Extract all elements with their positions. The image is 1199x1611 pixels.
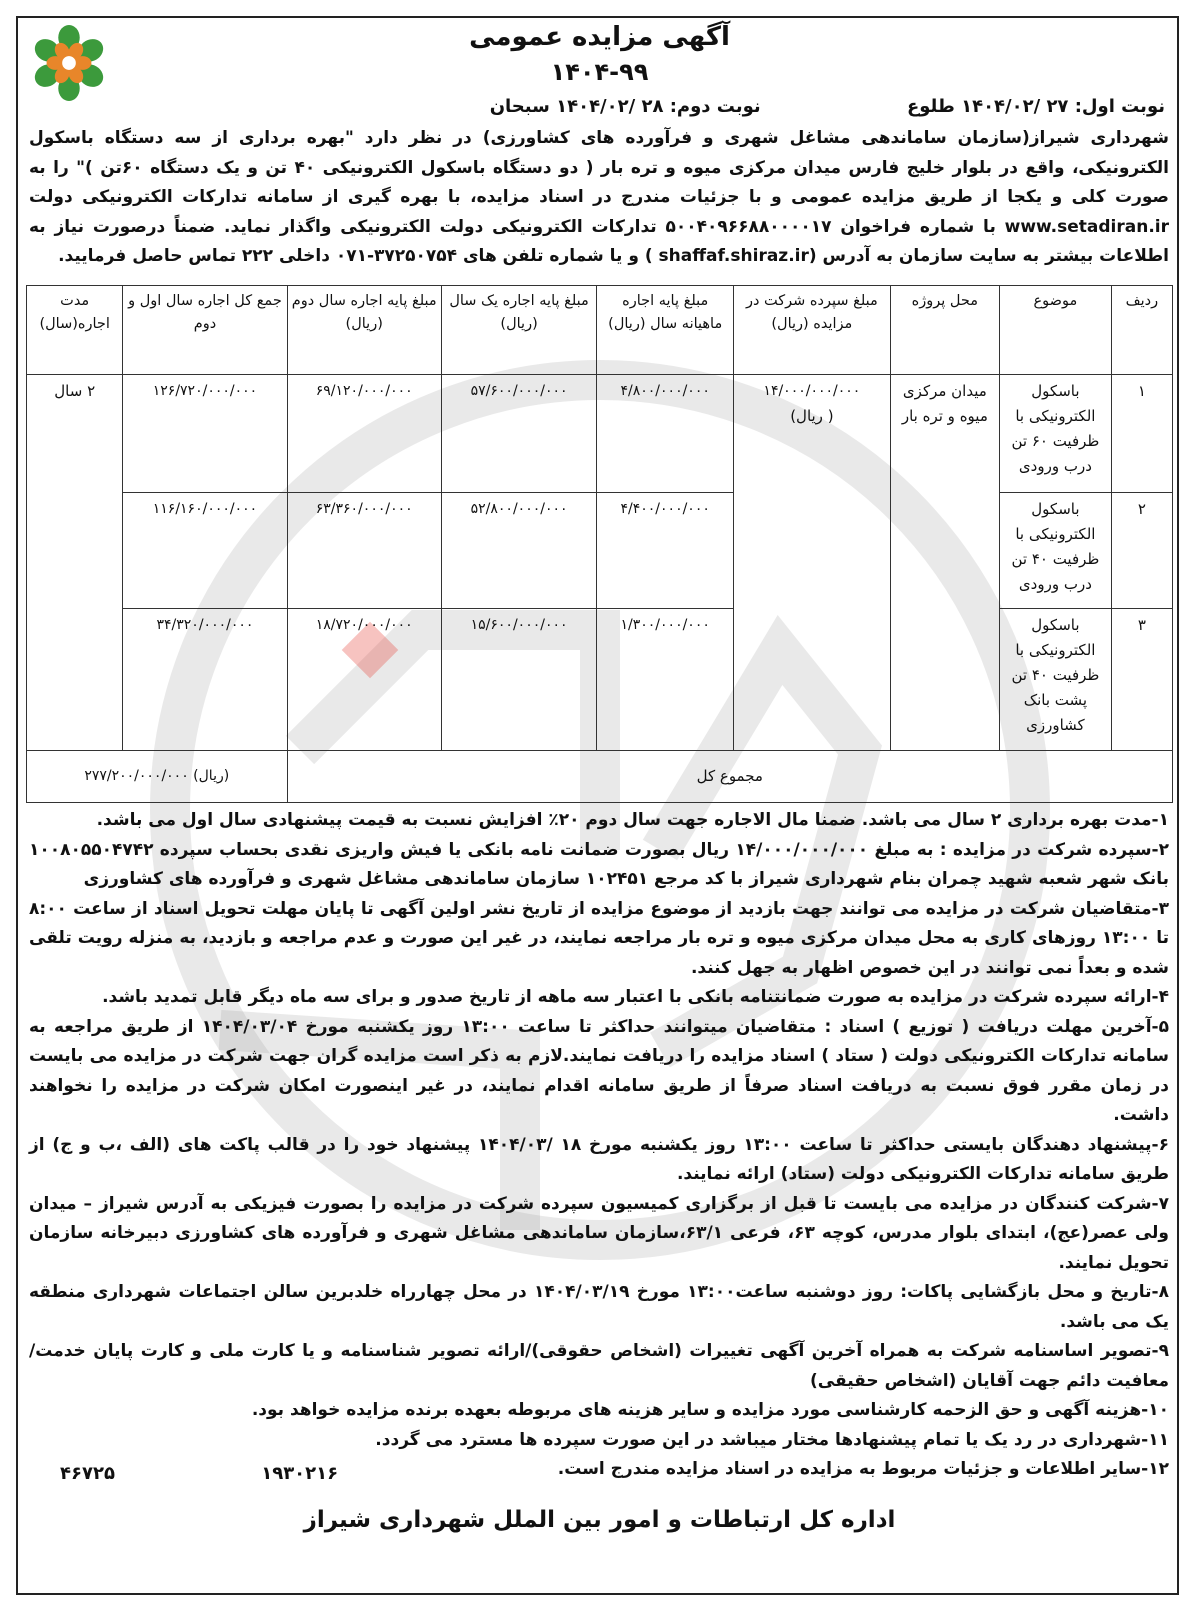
header-monthly: مبلغ پایه اجاره ماهیانه سال (ریال) — [597, 286, 734, 375]
term-item: ۷-شرکت کنندگان در مزایده می بایست تا قبل از برگزاری کمیسیون سپرده شرکت در مزایده را بصورت فیزیکی به آدرس شیراز – میدان ولی عصر(عج)، ابتدای بلوار مدرس، کوچه ۶۳، فرعی ۶۳/۱،سازمان ساماندهی مشاغل شهری و فرآورده های کشاورزی دبیرخانه سازمان تحویل نمایند. — [29, 1193, 1169, 1273]
row-index: ۲ — [1111, 493, 1172, 609]
row-subject: باسکول الکترونیکی با ظرفیت ۴۰ تن پشت بانک کشاورزی — [1000, 609, 1112, 751]
header-location: محل پروژه — [890, 286, 999, 375]
header-year2: مبلغ پایه اجاره سال دوم (ریال) — [287, 286, 441, 375]
row-year2: ۱۸/۷۲۰/۰۰۰/۰۰۰ — [287, 609, 441, 751]
intro-text: شهرداری شیراز(سازمان ساماندهی مشاغل شهری و فرآورده های کشاورزی) در نظر دارد "بهره برداری از سه دستگاه باسکول الکترونیکی، واقع در بلوار خلیج فارس میدان مرکزی میوه و تره بار ( دو دستگاه باسکول الکترونیکی ۴۰ تن و یک دستگاه ۶۰تن )" را به صورت کلی و یکجا از طریق مزایده عمومی و با جزئیات مندرج در اسناد مزایده، با بهره گیری از سامانه تدارکات الکترونیکی دولت www.setadiran.ir با شماره فراخوان ۵۰۰۴۰۹۶۶۸۸۰۰۰۰۱۷ تدارکات الکترونیکی دولت الکترونیکی واگذار نماید. ضمناً درصورت نیاز به اطلاعات بیشتر به سایت سازمان به آدرس (shaffaf.shiraz.ir ) و یا شماره تلفن های ۳۷۲۵۰۷۵۴-۰۷۱ داخلی ۲۲۲ تماس حاصل فرمایید. — [29, 128, 1170, 266]
table-row — [27, 609, 1173, 751]
row-duration: ۲ سال — [27, 375, 123, 751]
row-monthly: ۴/۸۰۰/۰۰۰/۰۰۰ — [597, 375, 734, 493]
term-item: ۱-مدت بهره برداری ۲ سال می باشد. ضمنا مال الاجاره جهت سال دوم ۲۰٪ افزایش نسبت به قیمت پیشنهادی سال اول می باشد. — [96, 810, 1169, 830]
row-monthly: ۴/۴۰۰/۰۰۰/۰۰۰ — [597, 493, 734, 609]
deposit-value: ۱۴/۰۰۰/۰۰۰/۰۰۰ — [763, 383, 861, 399]
row-year2: ۶۳/۳۶۰/۰۰۰/۰۰۰ — [287, 493, 441, 609]
term-item: ۵-آخرین مهلت دریافت ( توزیع ) اسناد : متقاضیان میتوانند حداکثر تا ساعت ۱۳:۰۰ روز یکشنبه مورخ ۱۴۰۴/۰۳/۰۴ از طریق مراجعه به سامانه تدارکات الکترونیکی دولت ( ستاد ) اسناد مزایده را دریافت نمایند.لازم به ذکر است مزایده گران جهت شرکت در مزایده می بایست در زمان مقرر فوق نسبت به دریافت اسناد صرفاً از طریق سامانه اقدام نمایند، در غیر اینصورت امکان شرکت در مزایده را نخواهند داشت. — [29, 1016, 1169, 1125]
terms-list — [29, 806, 1169, 1485]
row-location: میدان مرکزی میوه و تره بار — [890, 375, 999, 751]
issuer-footer: اداره کل ارتباطات و امور بین الملل شهرداری شیراز — [303, 1507, 896, 1533]
term-item: ۳-متقاضیان شرکت در مزایده می توانند جهت بازدید از موضوع مزایده از تاریخ نشر اولین آگهی تا پایان مهلت تحویل اسناد از ساعت ۸:۰۰ تا ۱۳:۰۰ روزهای کاری به محل میدان مرکزی میوه و تره بار مراجعه نمایند، در غیر این صورت و عدم مراجعه و بازدید، به منزله رویت تلقی شده و بعداً نمی توانند در این خصوص اظهار به جهل کنند. — [29, 898, 1169, 978]
first-notice: نوبت اول: ۲۷ /۱۴۰۴/۰۲ طلوع — [906, 96, 1165, 117]
notice-number: ۱۴۰۴-۹۹ — [550, 58, 649, 86]
reference-code-1: ۴۶۷۲۵ — [60, 1463, 115, 1484]
term-item: ۱۲-سایر اطلاعات و جزئیات مربوط به مزایده در اسناد مزایده مندرج است. — [557, 1459, 1169, 1479]
row-total: ۳۴/۳۲۰/۰۰۰/۰۰۰ — [123, 609, 287, 751]
table-row — [27, 375, 1173, 493]
second-notice: نوبت دوم: ۲۸ /۱۴۰۴/۰۲ سبحان — [489, 96, 761, 117]
deposit-unit: ( ریال) — [790, 407, 834, 425]
auction-table — [26, 285, 1173, 803]
sum-value: ۲۷۷/۲۰۰/۰۰۰/۰۰۰ (ریال) — [27, 751, 288, 803]
row-deposit — [734, 375, 891, 751]
table-header-row — [27, 286, 1173, 375]
row-subject: باسکول الکترونیکی با ظرفیت ۶۰ تن درب ورودی — [1000, 375, 1112, 493]
term-item: ۲-سپرده شرکت در مزایده : به مبلغ ۱۴/۰۰۰/۰۰۰/۰۰۰ ریال بصورت ضمانت نامه بانکی یا فیش واریزی نقدی بحساب سپرده ۱۰۰۸۰۵۵۰۴۷۴۲ بانک شهر شعبه شهید چمران بنام شهرداری شیراز با کد مرجع ۱۰۲۴۵۱ سازمان ساماندهی مشاغل شهری و فرآورده های کشاورزی — [29, 839, 1169, 889]
notice-dates — [225, 96, 1165, 117]
intro-paragraph — [29, 124, 1169, 272]
table-sum-row — [27, 751, 1173, 803]
row-year1: ۱۵/۶۰۰/۰۰۰/۰۰۰ — [441, 609, 596, 751]
header-year1: مبلغ پایه اجاره یک سال (ریال) — [441, 286, 596, 375]
term-item: ۱۱-شهرداری در رد یک یا تمام پیشنهادها مختار میباشد در این صورت سپرده ها مسترد می گردد. — [375, 1429, 1169, 1450]
reference-codes — [60, 1463, 400, 1484]
row-total: ۱۱۶/۱۶۰/۰۰۰/۰۰۰ — [123, 493, 287, 609]
term-item: ۶-پیشنهاد دهندگان بایستی حداکثر تا ساعت ۱۳:۰۰ روز یکشنبه مورخ ۱۸ /۱۴۰۴/۰۳ پیشنهاد خود را در قالب پاکت های (الف ،ب و ج) از طریق سامانه تدارکات الکترونیکی دولت (ستاد) ارائه نمایند. — [29, 1134, 1169, 1184]
row-index: ۳ — [1111, 609, 1172, 751]
table-row — [27, 493, 1173, 609]
row-monthly: ۱/۳۰۰/۰۰۰/۰۰۰ — [597, 609, 734, 751]
row-total: ۱۲۶/۷۲۰/۰۰۰/۰۰۰ — [123, 375, 287, 493]
header-deposit: مبلغ سپرده شرکت در مزایده (ریال) — [734, 286, 891, 375]
reference-code-2: ۱۹۳۰۲۱۶ — [261, 1463, 339, 1484]
sum-label: مجموع کل — [287, 751, 1172, 803]
header-row-index: ردیف — [1111, 286, 1172, 375]
row-year2: ۶۹/۱۲۰/۰۰۰/۰۰۰ — [287, 375, 441, 493]
row-year1: ۵۷/۶۰۰/۰۰۰/۰۰۰ — [441, 375, 596, 493]
header-subject: موضوع — [1000, 286, 1112, 375]
header-total: جمع کل اجاره سال اول و دوم — [123, 286, 287, 375]
term-item: ۱۰-هزینه آگهی و حق الزحمه کارشناسی مورد مزایده و سایر هزینه های مربوطه بعهده برنده مزایده خواهد بود. — [251, 1400, 1169, 1420]
notice-title: آگهی مزایده عمومی — [469, 22, 730, 52]
header-duration: مدت اجاره(سال) — [27, 286, 123, 375]
row-subject: باسکول الکترونیکی با ظرفیت ۴۰ تن درب ورودی — [1000, 493, 1112, 609]
row-index: ۱ — [1111, 375, 1172, 493]
row-year1: ۵۲/۸۰۰/۰۰۰/۰۰۰ — [441, 493, 596, 609]
term-item: ۸-تاریخ و محل بازگشایی پاکات: روز دوشنبه ساعت۱۳:۰۰ مورخ ۱۴۰۴/۰۳/۱۹ در محل چهارراه خلدبرین سالن اجتماعات شهرداری منطقه یک می باشد. — [29, 1282, 1169, 1332]
term-item: ۹-تصویر اساسنامه شرکت به همراه آخرین آگهی تغییرات (اشخاص حقوقی)/ارائه تصویر شناسنامه و یا کارت ملی و کارت پایان خدمت/ معافیت دائم جهت آقایان (اشخاص حقیقی) — [29, 1341, 1169, 1391]
term-item: ۴-ارائه سپرده شرکت در مزایده به صورت ضمانتنامه بانکی با اعتبار سه ماهه از تاریخ صدور و برای سه ماه دیگر قابل تمدید باشد. — [102, 987, 1169, 1007]
